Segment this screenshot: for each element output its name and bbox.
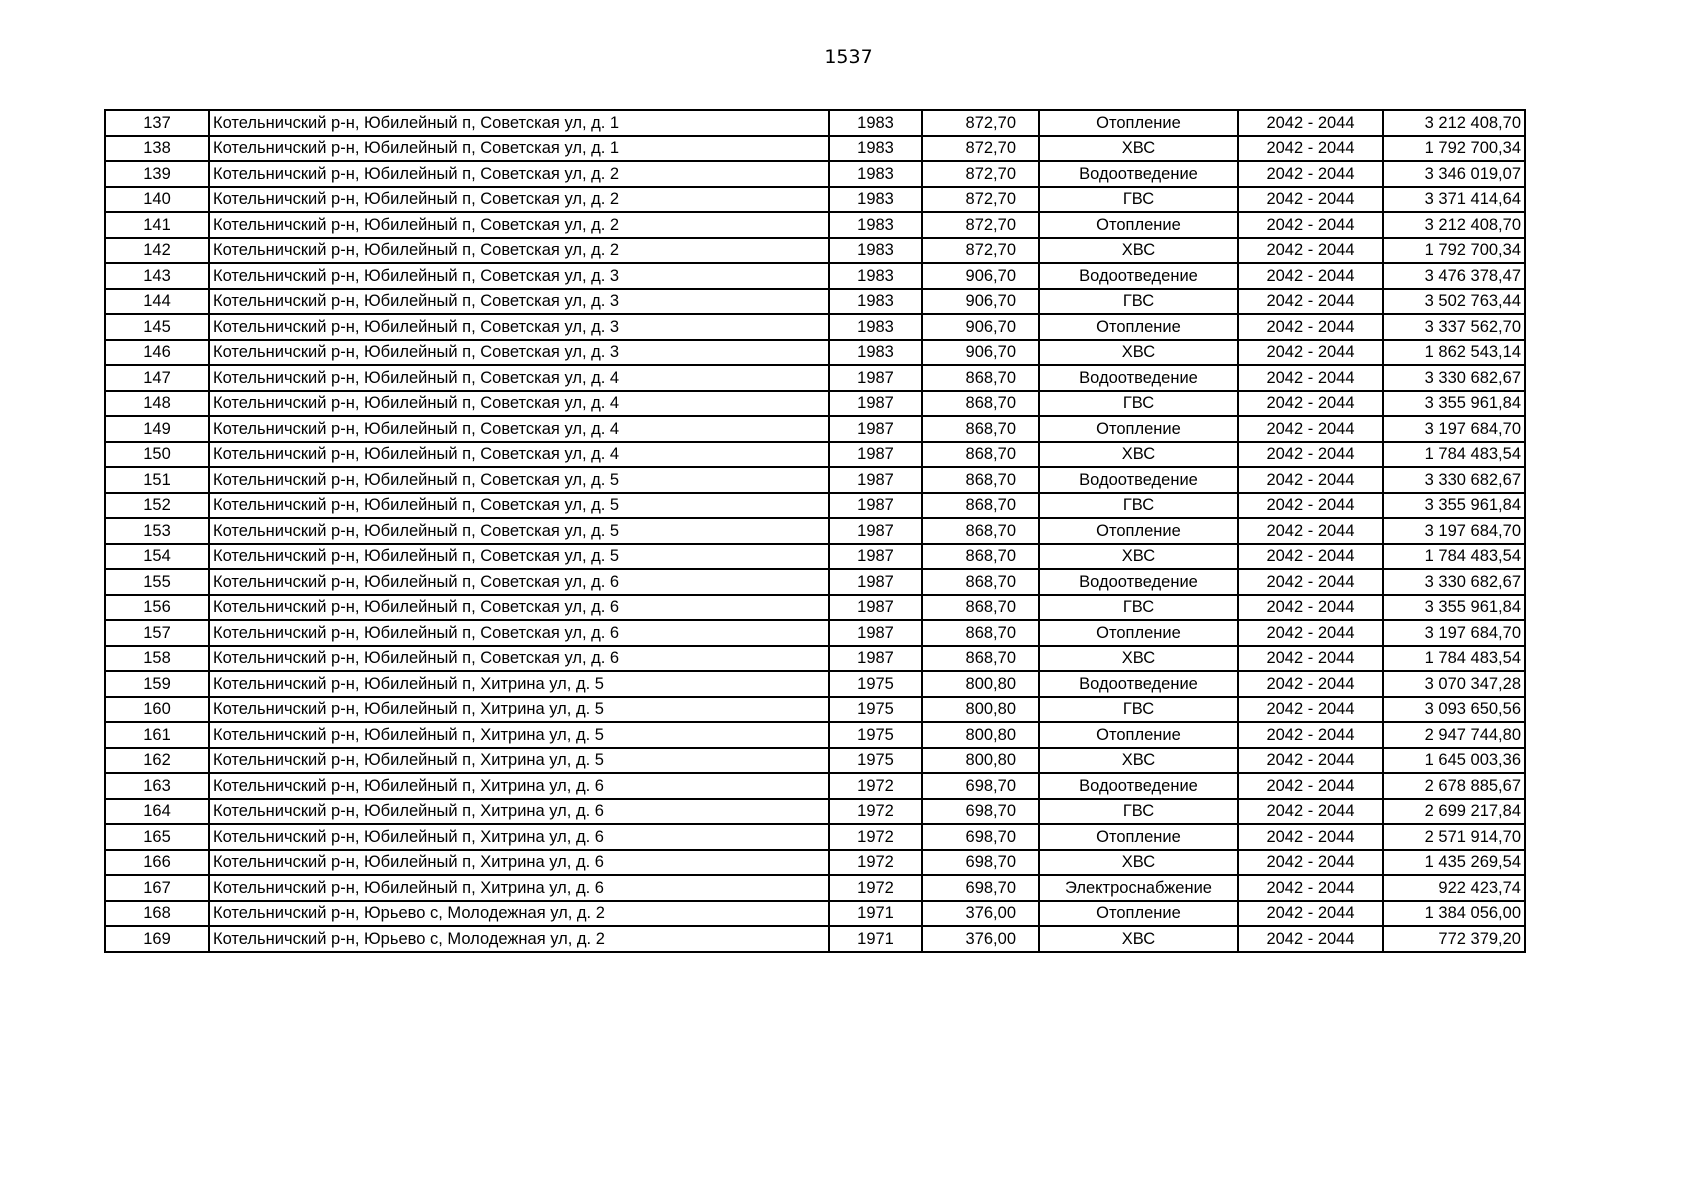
period-cell: 2042 - 2044 bbox=[1238, 161, 1383, 187]
area-cell: 868,70 bbox=[922, 646, 1039, 672]
row-number-cell: 163 bbox=[105, 773, 209, 799]
table-row bbox=[105, 187, 1525, 213]
year-built-cell: 1987 bbox=[829, 646, 922, 672]
year-built-cell: 1987 bbox=[829, 620, 922, 646]
row-number-cell: 161 bbox=[105, 722, 209, 748]
area-cell: 868,70 bbox=[922, 365, 1039, 391]
address-cell: Котельничский р-н, Юбилейный п, Советская ул, д. 2 bbox=[209, 238, 829, 264]
work-type-cell: Отопление bbox=[1039, 901, 1238, 927]
row-number-cell: 167 bbox=[105, 875, 209, 901]
address-cell: Котельничский р-н, Юбилейный п, Советская ул, д. 2 bbox=[209, 187, 829, 213]
work-type-cell: Водоотведение bbox=[1039, 467, 1238, 493]
period-cell: 2042 - 2044 bbox=[1238, 110, 1383, 136]
row-number-cell: 147 bbox=[105, 365, 209, 391]
period-cell: 2042 - 2044 bbox=[1238, 569, 1383, 595]
year-built-cell: 1971 bbox=[829, 901, 922, 927]
area-cell: 906,70 bbox=[922, 314, 1039, 340]
area-cell: 872,70 bbox=[922, 110, 1039, 136]
repair-schedule-table bbox=[104, 109, 1526, 953]
year-built-cell: 1983 bbox=[829, 289, 922, 315]
area-cell: 868,70 bbox=[922, 467, 1039, 493]
address-cell: Котельничский р-н, Юбилейный п, Советская ул, д. 6 bbox=[209, 595, 829, 621]
period-cell: 2042 - 2044 bbox=[1238, 671, 1383, 697]
work-type-cell: ХВС bbox=[1039, 136, 1238, 162]
area-cell: 868,70 bbox=[922, 391, 1039, 417]
cost-cell: 1 784 483,54 bbox=[1383, 646, 1525, 672]
address-cell: Котельничский р-н, Юбилейный п, Советская ул, д. 4 bbox=[209, 416, 829, 442]
address-cell: Котельничский р-н, Юбилейный п, Советская ул, д. 3 bbox=[209, 289, 829, 315]
table-row bbox=[105, 340, 1525, 366]
row-number-cell: 139 bbox=[105, 161, 209, 187]
cost-cell: 3 476 378,47 bbox=[1383, 263, 1525, 289]
area-cell: 376,00 bbox=[922, 926, 1039, 952]
area-cell: 868,70 bbox=[922, 442, 1039, 468]
period-cell: 2042 - 2044 bbox=[1238, 467, 1383, 493]
area-cell: 800,80 bbox=[922, 697, 1039, 723]
address-cell: Котельничский р-н, Юбилейный п, Советская ул, д. 2 bbox=[209, 161, 829, 187]
table-row bbox=[105, 110, 1525, 136]
row-number-cell: 141 bbox=[105, 212, 209, 238]
area-cell: 376,00 bbox=[922, 901, 1039, 927]
year-built-cell: 1975 bbox=[829, 748, 922, 774]
area-cell: 906,70 bbox=[922, 340, 1039, 366]
row-number-cell: 145 bbox=[105, 314, 209, 340]
period-cell: 2042 - 2044 bbox=[1238, 340, 1383, 366]
table-row bbox=[105, 595, 1525, 621]
cost-cell: 2 571 914,70 bbox=[1383, 824, 1525, 850]
table-body bbox=[105, 110, 1525, 952]
period-cell: 2042 - 2044 bbox=[1238, 263, 1383, 289]
work-type-cell: Водоотведение bbox=[1039, 671, 1238, 697]
year-built-cell: 1972 bbox=[829, 773, 922, 799]
address-cell: Котельничский р-н, Юбилейный п, Советская ул, д. 4 bbox=[209, 442, 829, 468]
period-cell: 2042 - 2044 bbox=[1238, 289, 1383, 315]
table-row bbox=[105, 314, 1525, 340]
address-cell: Котельничский р-н, Юбилейный п, Хитрина ул, д. 6 bbox=[209, 875, 829, 901]
address-cell: Котельничский р-н, Юбилейный п, Советская ул, д. 6 bbox=[209, 620, 829, 646]
table-row bbox=[105, 238, 1525, 264]
area-cell: 906,70 bbox=[922, 289, 1039, 315]
area-cell: 868,70 bbox=[922, 620, 1039, 646]
row-number-cell: 144 bbox=[105, 289, 209, 315]
period-cell: 2042 - 2044 bbox=[1238, 620, 1383, 646]
area-cell: 868,70 bbox=[922, 416, 1039, 442]
address-cell: Котельничский р-н, Юбилейный п, Хитрина ул, д. 5 bbox=[209, 748, 829, 774]
year-built-cell: 1983 bbox=[829, 110, 922, 136]
year-built-cell: 1983 bbox=[829, 263, 922, 289]
year-built-cell: 1983 bbox=[829, 136, 922, 162]
cost-cell: 3 346 019,07 bbox=[1383, 161, 1525, 187]
year-built-cell: 1983 bbox=[829, 238, 922, 264]
period-cell: 2042 - 2044 bbox=[1238, 875, 1383, 901]
work-type-cell: ГВС bbox=[1039, 391, 1238, 417]
year-built-cell: 1972 bbox=[829, 824, 922, 850]
work-type-cell: Водоотведение bbox=[1039, 365, 1238, 391]
area-cell: 868,70 bbox=[922, 493, 1039, 519]
area-cell: 868,70 bbox=[922, 544, 1039, 570]
address-cell: Котельничский р-н, Юбилейный п, Советская ул, д. 6 bbox=[209, 646, 829, 672]
address-cell: Котельничский р-н, Юбилейный п, Советская ул, д. 1 bbox=[209, 110, 829, 136]
year-built-cell: 1983 bbox=[829, 314, 922, 340]
area-cell: 872,70 bbox=[922, 187, 1039, 213]
table-row bbox=[105, 518, 1525, 544]
area-cell: 872,70 bbox=[922, 161, 1039, 187]
year-built-cell: 1983 bbox=[829, 187, 922, 213]
work-type-cell: ГВС bbox=[1039, 187, 1238, 213]
cost-cell: 3 355 961,84 bbox=[1383, 391, 1525, 417]
area-cell: 868,70 bbox=[922, 518, 1039, 544]
work-type-cell: Отопление bbox=[1039, 824, 1238, 850]
year-built-cell: 1983 bbox=[829, 212, 922, 238]
address-cell: Котельничский р-н, Юбилейный п, Советская ул, д. 1 bbox=[209, 136, 829, 162]
row-number-cell: 142 bbox=[105, 238, 209, 264]
row-number-cell: 143 bbox=[105, 263, 209, 289]
cost-cell: 3 337 562,70 bbox=[1383, 314, 1525, 340]
table-row bbox=[105, 416, 1525, 442]
row-number-cell: 149 bbox=[105, 416, 209, 442]
cost-cell: 3 330 682,67 bbox=[1383, 569, 1525, 595]
address-cell: Котельничский р-н, Юбилейный п, Советская ул, д. 6 bbox=[209, 569, 829, 595]
work-type-cell: Отопление bbox=[1039, 416, 1238, 442]
year-built-cell: 1983 bbox=[829, 161, 922, 187]
year-built-cell: 1971 bbox=[829, 926, 922, 952]
area-cell: 868,70 bbox=[922, 595, 1039, 621]
row-number-cell: 146 bbox=[105, 340, 209, 366]
work-type-cell: ХВС bbox=[1039, 238, 1238, 264]
row-number-cell: 138 bbox=[105, 136, 209, 162]
cost-cell: 1 645 003,36 bbox=[1383, 748, 1525, 774]
work-type-cell: Отопление bbox=[1039, 518, 1238, 544]
work-type-cell: ХВС bbox=[1039, 646, 1238, 672]
period-cell: 2042 - 2044 bbox=[1238, 646, 1383, 672]
row-number-cell: 160 bbox=[105, 697, 209, 723]
table-row bbox=[105, 365, 1525, 391]
area-cell: 868,70 bbox=[922, 569, 1039, 595]
row-number-cell: 164 bbox=[105, 799, 209, 825]
table-row bbox=[105, 773, 1525, 799]
cost-cell: 1 435 269,54 bbox=[1383, 850, 1525, 876]
year-built-cell: 1975 bbox=[829, 697, 922, 723]
cost-cell: 3 355 961,84 bbox=[1383, 595, 1525, 621]
table-row bbox=[105, 875, 1525, 901]
year-built-cell: 1972 bbox=[829, 799, 922, 825]
address-cell: Котельничский р-н, Юбилейный п, Советская ул, д. 3 bbox=[209, 314, 829, 340]
cost-cell: 2 678 885,67 bbox=[1383, 773, 1525, 799]
area-cell: 698,70 bbox=[922, 773, 1039, 799]
year-built-cell: 1987 bbox=[829, 416, 922, 442]
work-type-cell: Водоотведение bbox=[1039, 161, 1238, 187]
table-row bbox=[105, 722, 1525, 748]
work-type-cell: ГВС bbox=[1039, 595, 1238, 621]
address-cell: Котельничский р-н, Юбилейный п, Хитрина ул, д. 6 bbox=[209, 773, 829, 799]
period-cell: 2042 - 2044 bbox=[1238, 722, 1383, 748]
year-built-cell: 1975 bbox=[829, 671, 922, 697]
cost-cell: 3 070 347,28 bbox=[1383, 671, 1525, 697]
page-number: 1537 bbox=[824, 46, 873, 68]
row-number-cell: 162 bbox=[105, 748, 209, 774]
row-number-cell: 148 bbox=[105, 391, 209, 417]
area-cell: 872,70 bbox=[922, 238, 1039, 264]
year-built-cell: 1987 bbox=[829, 518, 922, 544]
table-row bbox=[105, 544, 1525, 570]
cost-cell: 1 862 543,14 bbox=[1383, 340, 1525, 366]
period-cell: 2042 - 2044 bbox=[1238, 442, 1383, 468]
row-number-cell: 152 bbox=[105, 493, 209, 519]
address-cell: Котельничский р-н, Юбилейный п, Хитрина ул, д. 6 bbox=[209, 850, 829, 876]
row-number-cell: 140 bbox=[105, 187, 209, 213]
cost-cell: 772 379,20 bbox=[1383, 926, 1525, 952]
year-built-cell: 1987 bbox=[829, 467, 922, 493]
cost-cell: 2 699 217,84 bbox=[1383, 799, 1525, 825]
period-cell: 2042 - 2044 bbox=[1238, 773, 1383, 799]
address-cell: Котельничский р-н, Юбилейный п, Советская ул, д. 5 bbox=[209, 467, 829, 493]
cost-cell: 3 197 684,70 bbox=[1383, 416, 1525, 442]
period-cell: 2042 - 2044 bbox=[1238, 314, 1383, 340]
table-row bbox=[105, 212, 1525, 238]
table-row bbox=[105, 263, 1525, 289]
table-row bbox=[105, 391, 1525, 417]
period-cell: 2042 - 2044 bbox=[1238, 748, 1383, 774]
cost-cell: 3 093 650,56 bbox=[1383, 697, 1525, 723]
table-row bbox=[105, 850, 1525, 876]
table-row bbox=[105, 161, 1525, 187]
row-number-cell: 150 bbox=[105, 442, 209, 468]
work-type-cell: Водоотведение bbox=[1039, 263, 1238, 289]
work-type-cell: ХВС bbox=[1039, 340, 1238, 366]
table-row bbox=[105, 569, 1525, 595]
year-built-cell: 1972 bbox=[829, 875, 922, 901]
address-cell: Котельничский р-н, Юбилейный п, Хитрина ул, д. 6 bbox=[209, 799, 829, 825]
table-row bbox=[105, 620, 1525, 646]
table-row bbox=[105, 646, 1525, 672]
table-row bbox=[105, 824, 1525, 850]
address-cell: Котельничский р-н, Юбилейный п, Советская ул, д. 3 bbox=[209, 340, 829, 366]
period-cell: 2042 - 2044 bbox=[1238, 238, 1383, 264]
cost-cell: 1 792 700,34 bbox=[1383, 136, 1525, 162]
work-type-cell: Водоотведение bbox=[1039, 569, 1238, 595]
row-number-cell: 153 bbox=[105, 518, 209, 544]
cost-cell: 3 355 961,84 bbox=[1383, 493, 1525, 519]
address-cell: Котельничский р-н, Юбилейный п, Хитрина ул, д. 6 bbox=[209, 824, 829, 850]
work-type-cell: Отопление bbox=[1039, 314, 1238, 340]
address-cell: Котельничский р-н, Юбилейный п, Хитрина ул, д. 5 bbox=[209, 722, 829, 748]
period-cell: 2042 - 2044 bbox=[1238, 416, 1383, 442]
cost-cell: 3 371 414,64 bbox=[1383, 187, 1525, 213]
cost-cell: 3 197 684,70 bbox=[1383, 620, 1525, 646]
year-built-cell: 1987 bbox=[829, 569, 922, 595]
table-row bbox=[105, 901, 1525, 927]
area-cell: 872,70 bbox=[922, 136, 1039, 162]
work-type-cell: Отопление bbox=[1039, 110, 1238, 136]
table-row bbox=[105, 671, 1525, 697]
table-row bbox=[105, 799, 1525, 825]
period-cell: 2042 - 2044 bbox=[1238, 901, 1383, 927]
address-cell: Котельничский р-н, Юрьево с, Молодежная ул, д. 2 bbox=[209, 901, 829, 927]
row-number-cell: 137 bbox=[105, 110, 209, 136]
work-type-cell: ГВС bbox=[1039, 289, 1238, 315]
year-built-cell: 1987 bbox=[829, 544, 922, 570]
cost-cell: 1 784 483,54 bbox=[1383, 442, 1525, 468]
year-built-cell: 1987 bbox=[829, 493, 922, 519]
period-cell: 2042 - 2044 bbox=[1238, 518, 1383, 544]
address-cell: Котельничский р-н, Юбилейный п, Советская ул, д. 5 bbox=[209, 544, 829, 570]
table-row bbox=[105, 442, 1525, 468]
work-type-cell: Электроснабжение bbox=[1039, 875, 1238, 901]
address-cell: Котельничский р-н, Юбилейный п, Советская ул, д. 5 bbox=[209, 493, 829, 519]
work-type-cell: ХВС bbox=[1039, 926, 1238, 952]
period-cell: 2042 - 2044 bbox=[1238, 365, 1383, 391]
area-cell: 698,70 bbox=[922, 824, 1039, 850]
year-built-cell: 1975 bbox=[829, 722, 922, 748]
area-cell: 800,80 bbox=[922, 748, 1039, 774]
address-cell: Котельничский р-н, Юбилейный п, Советская ул, д. 4 bbox=[209, 391, 829, 417]
table-row bbox=[105, 926, 1525, 952]
period-cell: 2042 - 2044 bbox=[1238, 595, 1383, 621]
period-cell: 2042 - 2044 bbox=[1238, 391, 1383, 417]
address-cell: Котельничский р-н, Юбилейный п, Советская ул, д. 3 bbox=[209, 263, 829, 289]
period-cell: 2042 - 2044 bbox=[1238, 697, 1383, 723]
period-cell: 2042 - 2044 bbox=[1238, 850, 1383, 876]
area-cell: 698,70 bbox=[922, 799, 1039, 825]
period-cell: 2042 - 2044 bbox=[1238, 799, 1383, 825]
row-number-cell: 151 bbox=[105, 467, 209, 493]
area-cell: 698,70 bbox=[922, 875, 1039, 901]
table-row bbox=[105, 289, 1525, 315]
period-cell: 2042 - 2044 bbox=[1238, 212, 1383, 238]
row-number-cell: 154 bbox=[105, 544, 209, 570]
period-cell: 2042 - 2044 bbox=[1238, 544, 1383, 570]
work-type-cell: ХВС bbox=[1039, 544, 1238, 570]
work-type-cell: Отопление bbox=[1039, 722, 1238, 748]
address-cell: Котельничский р-н, Юбилейный п, Хитрина ул, д. 5 bbox=[209, 697, 829, 723]
cost-cell: 3 197 684,70 bbox=[1383, 518, 1525, 544]
work-type-cell: Отопление bbox=[1039, 212, 1238, 238]
table-row bbox=[105, 136, 1525, 162]
area-cell: 906,70 bbox=[922, 263, 1039, 289]
area-cell: 698,70 bbox=[922, 850, 1039, 876]
work-type-cell: Водоотведение bbox=[1039, 773, 1238, 799]
area-cell: 872,70 bbox=[922, 212, 1039, 238]
row-number-cell: 166 bbox=[105, 850, 209, 876]
work-type-cell: Отопление bbox=[1039, 620, 1238, 646]
address-cell: Котельничский р-н, Юбилейный п, Советская ул, д. 5 bbox=[209, 518, 829, 544]
cost-cell: 1 784 483,54 bbox=[1383, 544, 1525, 570]
cost-cell: 3 330 682,67 bbox=[1383, 467, 1525, 493]
cost-cell: 1 384 056,00 bbox=[1383, 901, 1525, 927]
row-number-cell: 155 bbox=[105, 569, 209, 595]
cost-cell: 3 502 763,44 bbox=[1383, 289, 1525, 315]
row-number-cell: 157 bbox=[105, 620, 209, 646]
year-built-cell: 1987 bbox=[829, 595, 922, 621]
address-cell: Котельничский р-н, Юбилейный п, Советская ул, д. 4 bbox=[209, 365, 829, 391]
cost-cell: 3 212 408,70 bbox=[1383, 212, 1525, 238]
address-cell: Котельничский р-н, Юбилейный п, Хитрина ул, д. 5 bbox=[209, 671, 829, 697]
work-type-cell: ГВС bbox=[1039, 799, 1238, 825]
year-built-cell: 1983 bbox=[829, 340, 922, 366]
row-number-cell: 168 bbox=[105, 901, 209, 927]
work-type-cell: ГВС bbox=[1039, 697, 1238, 723]
row-number-cell: 156 bbox=[105, 595, 209, 621]
year-built-cell: 1972 bbox=[829, 850, 922, 876]
address-cell: Котельничский р-н, Юрьево с, Молодежная ул, д. 2 bbox=[209, 926, 829, 952]
table-row bbox=[105, 697, 1525, 723]
work-type-cell: ГВС bbox=[1039, 493, 1238, 519]
year-built-cell: 1987 bbox=[829, 442, 922, 468]
year-built-cell: 1987 bbox=[829, 391, 922, 417]
cost-cell: 1 792 700,34 bbox=[1383, 238, 1525, 264]
period-cell: 2042 - 2044 bbox=[1238, 136, 1383, 162]
row-number-cell: 169 bbox=[105, 926, 209, 952]
year-built-cell: 1987 bbox=[829, 365, 922, 391]
area-cell: 800,80 bbox=[922, 722, 1039, 748]
table-row bbox=[105, 748, 1525, 774]
period-cell: 2042 - 2044 bbox=[1238, 824, 1383, 850]
cost-cell: 3 212 408,70 bbox=[1383, 110, 1525, 136]
address-cell: Котельничский р-н, Юбилейный п, Советская ул, д. 2 bbox=[209, 212, 829, 238]
row-number-cell: 165 bbox=[105, 824, 209, 850]
table-row bbox=[105, 467, 1525, 493]
work-type-cell: ХВС bbox=[1039, 442, 1238, 468]
cost-cell: 2 947 744,80 bbox=[1383, 722, 1525, 748]
period-cell: 2042 - 2044 bbox=[1238, 187, 1383, 213]
period-cell: 2042 - 2044 bbox=[1238, 493, 1383, 519]
row-number-cell: 159 bbox=[105, 671, 209, 697]
row-number-cell: 158 bbox=[105, 646, 209, 672]
table-row bbox=[105, 493, 1525, 519]
cost-cell: 922 423,74 bbox=[1383, 875, 1525, 901]
area-cell: 800,80 bbox=[922, 671, 1039, 697]
work-type-cell: ХВС bbox=[1039, 850, 1238, 876]
cost-cell: 3 330 682,67 bbox=[1383, 365, 1525, 391]
work-type-cell: ХВС bbox=[1039, 748, 1238, 774]
period-cell: 2042 - 2044 bbox=[1238, 926, 1383, 952]
